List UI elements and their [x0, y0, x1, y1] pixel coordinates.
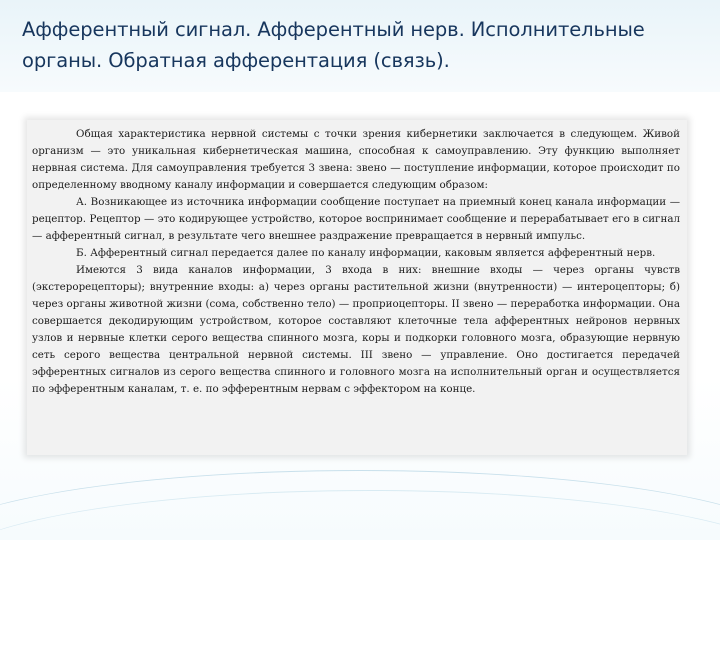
paragraph-channels: Имеются 3 вида каналов информации, 3 входа в них: внешние входы — через органы чувств (экстерорецепторы); внутренние входы: а) через органы растительной жизни (внутренности) — интероцепторы; б) через органы животной жизни (сома, собственно тело) — проприоцепторы. II звено — переработка информации. Она совершается декодирующим устройством, которое составляют клеточные тела афферентных нейронов нервных узлов и нервные клетки серого вещества спинного мозга, коры и подкорки головного мозга, образующие нервную сеть серого вещества центральной нервной системы. III звено — управление. Оно достигается передачей эфферентных сигналов из серого вещества спинного и головного мозга на исполнительный орган и осуществляется по эфферентным каналам, т. е. по эфферентным нервам с эффектором на конце.	[32, 264, 680, 395]
slide-title: Афферентный сигнал. Афферентный нерв. Исполнительные органы. Обратная афферентация (связь).	[22, 18, 645, 72]
paragraph-b: Б. Афферентный сигнал передается далее по каналу информации, каковым является афферентный нерв.	[76, 247, 656, 259]
body-text	[32, 126, 680, 398]
paragraph-intro: Общая характеристика нервной системы с точки зрения кибернетики заключается в следующем. Живой организм — это уникальная кибернетическая машина, способная к самоуправлению. Эту функцию выполняет нервная система. Для самоуправления требуется 3 звена: звено — поступление информации, которое происходит по определенному вводному каналу информации и совершается следующим образом:	[32, 128, 680, 191]
paragraph-a: А. Возникающее из источника информации сообщение поступает на приемный конец канала информации — рецептор. Рецептор — это кодирующее устройство, которое воспринимает сообщение и перерабатывает его в сигнал — афферентный сигнал, в результате чего внешнее раздражение превращается в нервный импульс.	[32, 196, 680, 242]
decorative-arc-secondary	[0, 490, 720, 651]
